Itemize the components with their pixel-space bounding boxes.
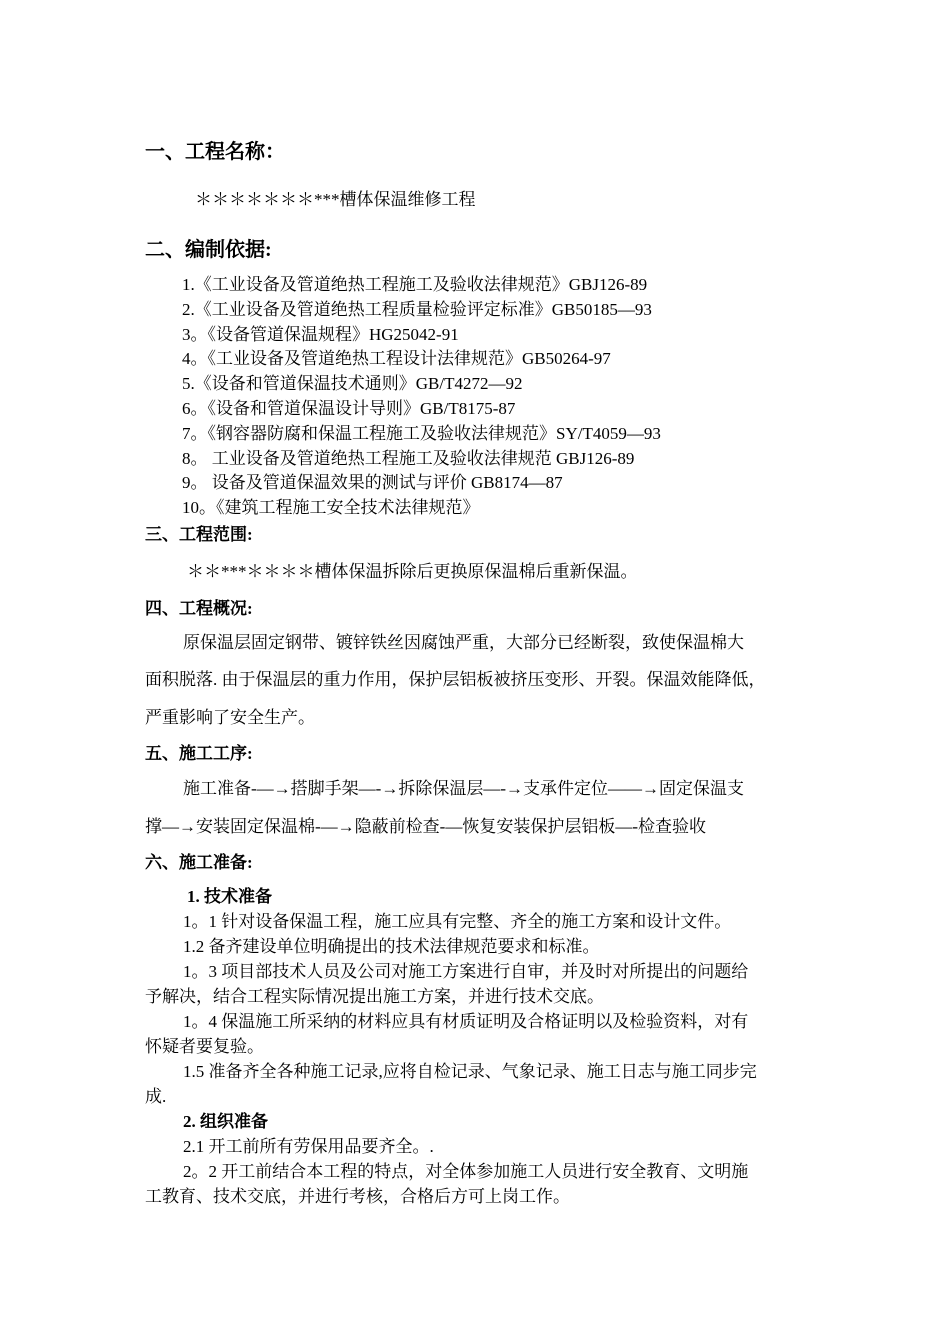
section-heading-basis: 二、编制依据: bbox=[145, 239, 272, 261]
technical-line: 1。1 针对设备保温工程，施工应具有完整、齐全的施工方案和设计文件。 bbox=[183, 912, 732, 931]
technical-line: 1。4 保温施工所采纳的材料应具有材质证明及合格证明以及检验资料，对有 bbox=[183, 1012, 749, 1031]
section-heading-overview: 四、工程概况: bbox=[145, 599, 253, 618]
reference-item: 2.《工业设备及管道绝热工程质量检验评定标准》GB50185—93 bbox=[182, 299, 652, 319]
organization-line: 2。2 开工前结合本工程的特点，对全体参加施工人员进行安全教育、文明施 bbox=[183, 1162, 749, 1181]
section-heading-preparation: 六、施工准备: bbox=[145, 853, 253, 872]
procedure-line: 撑—→安装固定保温棉-—→隐蔽前检查-—恢复安装保护层铝板—-检查验收 bbox=[145, 817, 706, 836]
overview-line: 严重影响了安全生产。 bbox=[145, 708, 315, 727]
scope-text: ＊＊***＊＊＊＊槽体保温拆除后更换原保温棉后重新保温。 bbox=[187, 562, 638, 581]
section-heading-project-name: 一、工程名称： bbox=[145, 141, 285, 163]
reference-item: 9。 设备及管道保温效果的测试与评价 GB8174—87 bbox=[182, 473, 563, 493]
reference-item: 10。《建筑工程施工安全技术法律规范》 bbox=[182, 498, 480, 518]
reference-item: 3。《设备管道保温规程》HG25042-91 bbox=[182, 324, 459, 344]
procedure-line: 施工准备-—→搭脚手架—-→拆除保温层—-→支承件定位——→固定保温支 bbox=[183, 779, 744, 798]
subsection-heading-technical: 1. 技术准备 bbox=[187, 887, 272, 906]
reference-item: 7。《钢容器防腐和保温工程施工及验收法律规范》SY/T4059—93 bbox=[182, 423, 661, 443]
subsection-heading-organization: 2. 组织准备 bbox=[183, 1112, 268, 1131]
technical-line: 1.5 准备齐全各种施工记录,应将自检记录、气象记录、施工日志与施工同步完 bbox=[183, 1062, 757, 1081]
section-heading-procedure: 五、施工工序: bbox=[145, 744, 253, 763]
reference-item: 8。 工业设备及管道绝热工程施工及验收法律规范 GBJ126-89 bbox=[182, 448, 635, 468]
project-name-text: ＊＊＊＊＊＊＊***槽体保温维修工程 bbox=[195, 190, 476, 209]
overview-line: 原保温层固定钢带、镀锌铁丝因腐蚀严重，大部分已经断裂，致使保温棉大 bbox=[183, 633, 744, 652]
technical-line: 予解决，结合工程实际情况提出施工方案，并进行技术交底。 bbox=[145, 987, 604, 1006]
reference-item: 4。《工业设备及管道绝热工程设计法律规范》GB50264-97 bbox=[182, 349, 611, 369]
technical-line: 怀疑者要复验。 bbox=[145, 1037, 264, 1056]
organization-line: 2.1 开工前所有劳保用品要齐全。. bbox=[183, 1137, 434, 1156]
technical-line: 成. bbox=[145, 1087, 167, 1106]
overview-line: 面积脱落. 由于保温层的重力作用，保护层铝板被挤压变形、开裂。保温效能降低， bbox=[145, 670, 766, 689]
technical-line: 1.2 备齐建设单位明确提出的技术法律规范要求和标准。 bbox=[183, 937, 600, 956]
reference-list bbox=[182, 273, 661, 521]
reference-item: 1.《工业设备及管道绝热工程施工及验收法律规范》GBJ126-89 bbox=[182, 275, 648, 294]
reference-item: 6。《设备和管道保温设计导则》GB/T8175-87 bbox=[182, 398, 516, 418]
technical-line: 1。3 项目部技术人员及公司对施工方案进行自审，并及时对所提出的问题给 bbox=[183, 962, 749, 981]
organization-line: 工教育、技术交底，并进行考核，合格后方可上岗工作。 bbox=[145, 1187, 570, 1206]
reference-item: 5.《设备和管道保温技术通则》GB/T4272—92 bbox=[182, 374, 523, 394]
section-heading-scope: 三、工程范围: bbox=[145, 525, 253, 544]
